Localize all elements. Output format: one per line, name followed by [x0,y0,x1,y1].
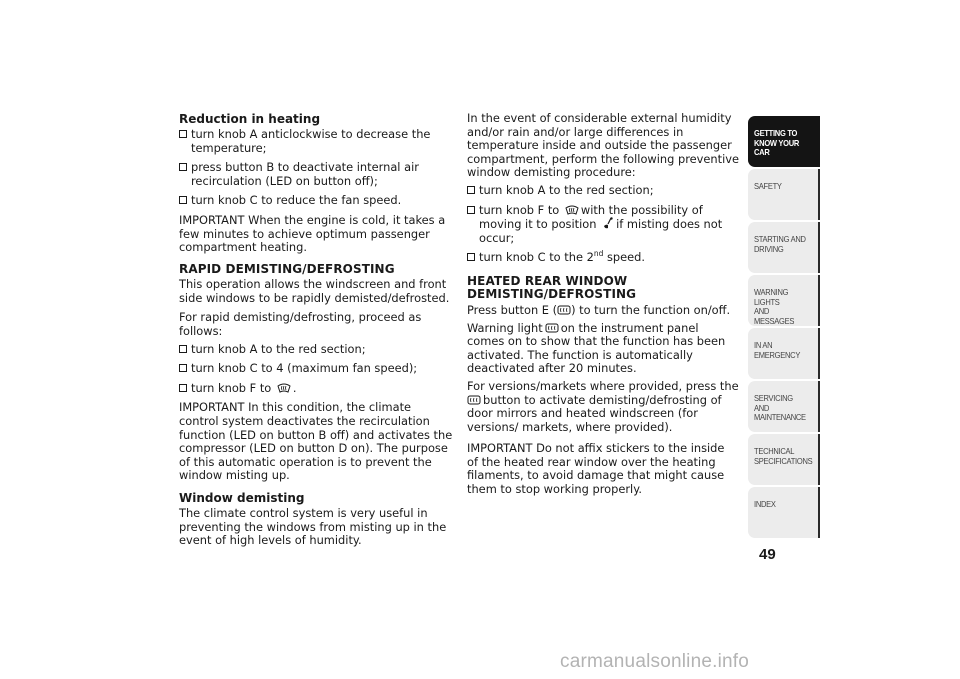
windscreen-demist-icon [565,205,579,216]
tab-in-an-emergency[interactable]: IN AN EMERGENCY [748,328,820,379]
windscreen-demist-icon [277,383,291,394]
tab-warning-lights[interactable]: WARNING LIGHTS AND MESSAGES [748,275,820,326]
paragraph-rapid-intro: This operation allows the windscreen and front side windows to be rapidly demisted/defrosted. [179,277,450,305]
important-note-recirculation: IMPORTANT In this condition, the climate control system deactivates the recirculation function (LED on button B off) and activates the compressor (LED on button D on). The purpose of this automatic operation is to prevent the window misting up. [179,400,453,483]
paragraph-rapid-proceed: For rapid demisting/defrosting, proceed as follows: [179,310,422,339]
tab-technical[interactable]: TECHNICAL SPECIFICATIONS [748,434,820,485]
checkbox-bullet-icon [179,130,187,138]
tab-getting-to[interactable]: GETTING TO KNOW YOUR CAR [748,116,820,167]
watermark: carmanualsonline.info [560,651,750,672]
important-note-stickers: IMPORTANT Do not affix stickers to the inside of the heated rear window over the heating filaments, to avoid damage that might cause them to stop working properly. [467,441,725,497]
checkbox-bullet-icon [467,186,475,194]
checkbox-bullet-icon [467,253,475,261]
list-item: turn knob A to the red section; [467,184,739,198]
checkbox-bullet-icon [179,384,187,392]
heading-rapid-demisting: RAPID DEMISTING/DEFROSTING [179,261,395,276]
list-item: turn knob F to with the possibility of moving it to position if misting does not occur; [467,204,739,246]
paragraph-preventive-demisting: In the event of considerable external humidity and/or rain and/or large differences in temperature inside and outside the passenger compartment, perform the following preventive window demisting procedure: [467,111,739,180]
heading-heated-rear-window: HEATED REAR WINDOW DEMISTING/DEFROSTING [467,273,637,302]
paragraph-versions-markets: For versions/markets where provided, press the button to activate demisting/defrosting of door mirrors and heated windscreen (for versions/ markets, where provided). [467,378,739,434]
list-item: turn knob C to 4 (maximum fan speed); [179,362,454,376]
tab-starting-and[interactable]: STARTING AND DRIVING [748,222,820,273]
list-item: press button B to deactivate internal air recirculation (LED on button off); [179,161,454,188]
tab-safety[interactable]: SAFETY [748,169,820,220]
chapter-tabs [748,116,820,540]
right-column [467,112,739,505]
list-item: turn knob A to the red section; [179,343,454,357]
tab-index[interactable]: INDEX [748,487,820,538]
paragraph-press-button-e: Press button E ( ) to turn the function on/off. [467,302,731,317]
checkbox-bullet-icon [467,206,475,214]
rear-window-heater-icon [557,305,571,316]
heading-window-demisting: Window demisting [179,490,305,505]
left-column [179,112,454,556]
feet-windscreen-icon [602,217,614,230]
checkbox-bullet-icon [179,364,187,372]
important-note-engine-cold: IMPORTANT When the engine is cold, it takes a few minutes to achieve optimum passenger compartment heating. [179,212,446,255]
list-item: turn knob C to reduce the fan speed. [179,194,454,208]
checkbox-bullet-icon [179,196,187,204]
tab-servicing-and[interactable]: SERVICING AND MAINTENANCE [748,381,820,432]
page-number: 49 [759,546,776,563]
paragraph-warning-light: Warning light on the instrument panel comes on to show that the function has been activated. The function is automatically deactivated after 20 minutes. [467,320,726,376]
rear-window-heater-icon [467,395,481,406]
checkbox-bullet-icon [179,345,187,353]
heading-reduction-in-heating: Reduction in heating [179,112,321,126]
list-item: turn knob A anticlockwise to decrease the temperature; [179,128,454,155]
list-item: turn knob C to the 2nd speed. [467,251,739,265]
paragraph-window-demisting: The climate control system is very useful in preventing the windows from misting up in the event of high levels of humidity. [179,505,447,548]
list-item: turn knob F to . [179,382,454,396]
checkbox-bullet-icon [179,163,187,171]
rear-window-heater-icon [545,323,559,334]
